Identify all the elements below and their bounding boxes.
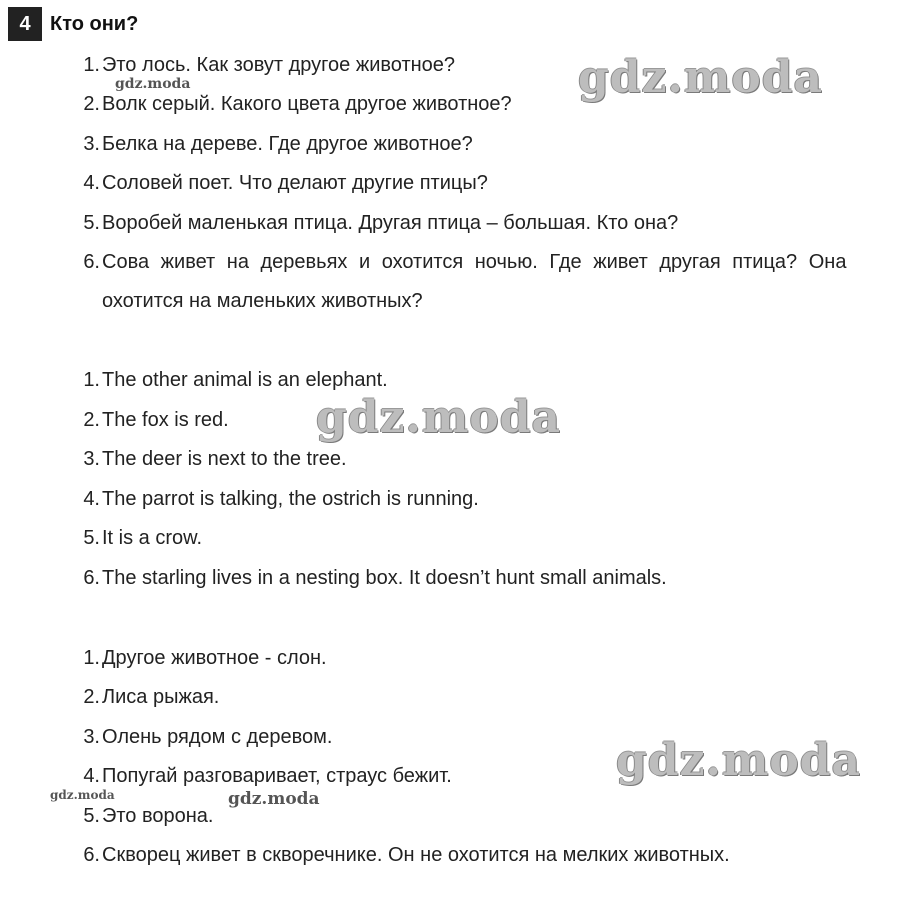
answer-en-5: 5. It is a crow. (83, 527, 203, 549)
answer-en-4: 4. The parrot is talking, the ostrich is running. (83, 488, 479, 510)
answer-ru-6: 6. Скворец живет в скворечнике. Он не охотится на мелких животных. (83, 844, 730, 866)
watermark-large-2: gdz.moda (316, 392, 562, 443)
answer-ru-2: 2. Лиса рыжая. (83, 686, 220, 708)
question-ru-4: 4. Соловей поет. Что делают другие птицы? (83, 172, 488, 194)
answer-en-6: 6. The starling lives in a nesting box. It doesn’t hunt small animals. (83, 567, 667, 589)
question-ru-6: 6. Сова живет на деревьях и охотится ночью. Где живет другая птица? Она (83, 251, 847, 273)
watermark-large-3: gdz.moda (616, 735, 862, 786)
answer-ru-5: 5. Это ворона. (83, 805, 214, 827)
exercise-header (8, 7, 138, 41)
watermark-small-1: gdz.moda (115, 76, 191, 92)
answer-ru-1: 1. Другое животное - слон. (83, 647, 327, 669)
question-ru-1: 1. Это лось. Как зовут другое животное? (83, 54, 456, 76)
answer-en-3: 3. The deer is next to the tree. (83, 448, 347, 470)
question-ru-5: 5. Воробей маленькая птица. Другая птица – большая. Кто она? (83, 212, 679, 234)
question-ru-6-continuation: охотится на маленьких животных? (102, 290, 423, 312)
exercise-title: Кто они? (50, 12, 139, 35)
question-ru-3: 3. Белка на дереве. Где другое животное? (83, 133, 473, 155)
answer-en-1: 1. The other animal is an elephant. (83, 369, 388, 391)
answer-en-2: 2. The fox is red. (83, 409, 229, 431)
watermark-small-3: gdz.moda (228, 789, 320, 809)
exercise-number-badge: 4 (8, 7, 42, 41)
answer-ru-3: 3. Олень рядом с деревом. (83, 726, 333, 748)
watermark-small-2: gdz.moda (50, 788, 115, 802)
question-ru-2: 2. Волк серый. Какого цвета другое животное? (83, 93, 512, 115)
watermark-large-1: gdz.moda (578, 52, 824, 103)
answer-ru-4: 4. Попугай разговаривает, страус бежит. (83, 765, 452, 787)
